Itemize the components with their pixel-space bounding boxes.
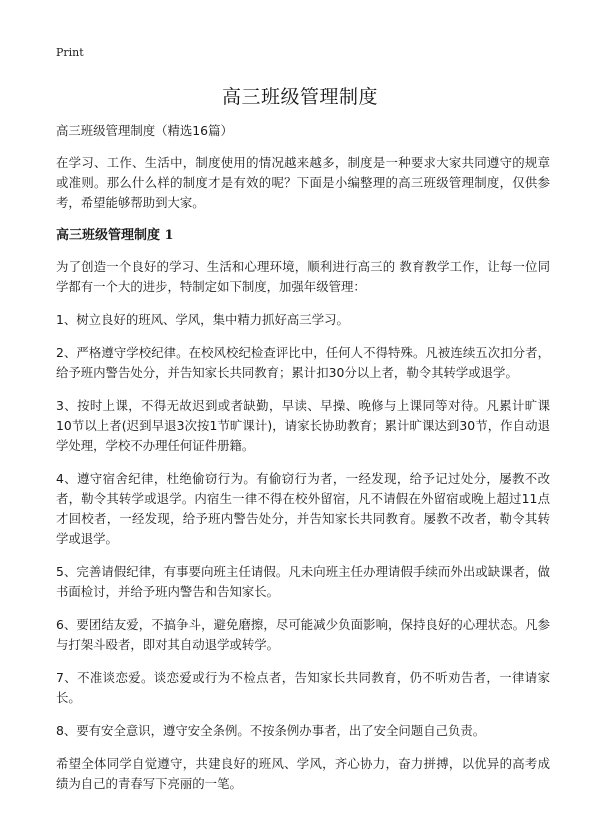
document-subtitle: 高三班级管理制度（精选16篇） — [56, 123, 233, 138]
rule-item: 1、树立良好的班风、学风，集中精力抓好高三学习。 — [56, 312, 349, 327]
rule-item: 4、遵守宿舍纪律，杜绝偷窃行为。有偷窃行为者，一经发现，给予记过处分，屡教不改者，勒令其转学或退学。内宿生一律不得在校外留宿，凡不请假在外留宿或晚上超过11点才回校者，一经发现，给予班内警告处分，并告知家长共同教育。屡教不改者，勒令其转学或退学。 — [56, 471, 550, 546]
rule-item: 2、严格遵守学校纪律。在校风校纪检查评比中，任何人不得特殊。凡被连续五次扣分者，给予班内警告处分，并告知家长共同教育；累计扣30分以上者，勒令其转学或退学。 — [56, 345, 550, 380]
document-body — [56, 121, 550, 807]
closing-paragraph: 希望全体同学自觉遵守，共建良好的班风、学风，齐心协力，奋力拼搏，以优异的高考成绩为自己的青春写下亮丽的一笔。 — [56, 756, 550, 791]
section-heading: 高三班级管理制度 1 — [56, 228, 174, 243]
rule-item: 7、不准谈恋爱。谈恋爱或行为不检点者，告知家长共同教育，仍不听劝告者，一律请家长。 — [56, 670, 550, 705]
intro-paragraph: 在学习、工作、生活中，制度使用的情况越来越多，制度是一种要求大家共同遵守的规章或准则。那么什么样的制度才是有效的呢？下面是小编整理的高三班级管理制度，仅供参考，希望能够帮助到大家。 — [56, 155, 550, 210]
rule-item: 6、要团结友爱，不搞争斗，避免磨擦，尽可能减少负面影响，保持良好的心理状态。凡参与打架斗殴者，即对其自动退学或转学。 — [56, 617, 550, 652]
rule-item: 8、要有安全意识，遵守安全条例。不按条例办事者，出了安全问题自己负责。 — [56, 723, 486, 738]
rule-item: 5、完善请假纪律，有事要向班主任请假。凡未向班主任办理请假手续而外出或缺课者，做书面检讨，并给予班内警告和告知家长。 — [56, 564, 550, 599]
section-intro-paragraph: 为了创造一个良好的学习、生活和心理环境，顺利进行高三的 教育教学工作，让每一位同学都有一个大的进步，特制定如下制度，加强年级管理： — [56, 259, 550, 294]
print-label: Print — [56, 46, 84, 59]
page-title: 高三班级管理制度 — [221, 86, 378, 108]
rule-item: 3、按时上课，不得无故迟到或者缺勤，早读、早操、晚修与上课同等对待。凡累计旷课10节以上者(迟到早退3次按1节旷课计)，请家长协助教育；累计旷课达到30节，作自动退学处理，学校不办理任何证件册籍。 — [56, 398, 550, 453]
